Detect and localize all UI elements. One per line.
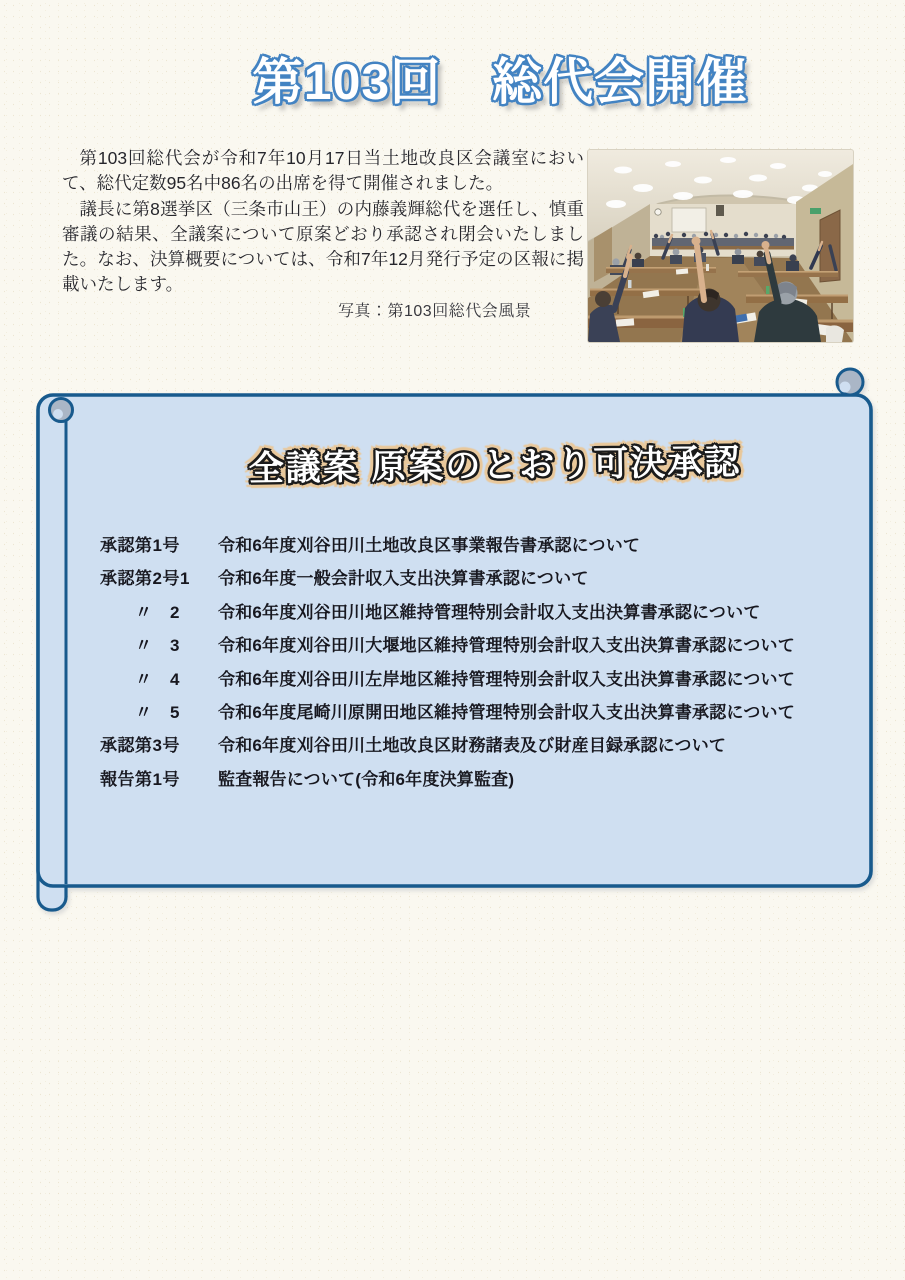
- intro-paragraph: 第103回総代会が令和7年10月17日当土地改良区会議室において、総代定数95名中86名の出席を得て開催されました。: [62, 148, 584, 194]
- meeting-photo: [588, 150, 853, 342]
- photo-caption: 写真：第103回総代会風景: [338, 303, 532, 320]
- agenda-item-title: 令和6年度刈谷田川左岸地区維持管理特別会計収入支出決算書承認について: [218, 669, 795, 689]
- agenda-item-title: 令和6年度刈谷田川地区維持管理特別会計収入支出決算書承認について: [218, 602, 761, 622]
- agenda-item: [100, 731, 840, 764]
- agenda-item-number: 〃 2: [100, 602, 180, 622]
- intro-text: [62, 146, 584, 298]
- resolution-heading: 全議案 原案のとおり可決承認: [248, 442, 742, 489]
- agenda-item-title: 令和6年度刈谷田川大堰地区維持管理特別会計収入支出決算書承認について: [218, 636, 795, 656]
- agenda-item-number: 承認第3号: [100, 736, 180, 756]
- agenda-item: [100, 631, 840, 664]
- agenda-item: [100, 598, 840, 631]
- agenda-item-number: 〃 5: [100, 702, 180, 722]
- agenda-item: [100, 531, 840, 564]
- agenda-item-number: 報告第1号: [100, 769, 180, 789]
- agenda-item-number: 承認第2号1: [100, 569, 190, 589]
- agenda-item-title: 令和6年度尾崎川原開田地区維持管理特別会計収入支出決算書承認について: [218, 702, 795, 722]
- agenda-item: [100, 765, 840, 798]
- agenda-item-number: 承認第1号: [100, 536, 180, 555]
- page-title: 第103回 総代会開催: [252, 54, 748, 110]
- agenda-item: [100, 665, 840, 698]
- intro-paragraph: 議長に第8選挙区（三条市山王）の内藤義輝総代を選任し、慎重審議の結果、全議案について原案どおり承認され閉会いたしました。なお、決算概要については、令和7年12月発行予定の区報に掲載いたします。: [62, 198, 584, 295]
- meeting-photo-illustration: [588, 150, 853, 342]
- agenda-list: [100, 531, 840, 798]
- agenda-item: [100, 564, 840, 597]
- agenda-item-number: 〃 4: [100, 669, 180, 689]
- agenda-item-title: 監査報告について(令和6年度決算監査): [218, 769, 515, 789]
- agenda-item-number: 〃 3: [100, 636, 180, 656]
- agenda-item-title: 令和6年度刈谷田川土地改良区事業報告書承認について: [218, 536, 641, 555]
- agenda-item: [100, 698, 840, 731]
- agenda-item-title: 令和6年度刈谷田川土地改良区財務諸表及び財産目録承認について: [218, 736, 727, 756]
- agenda-item-title: 令和6年度一般会計収入支出決算書承認について: [218, 569, 589, 589]
